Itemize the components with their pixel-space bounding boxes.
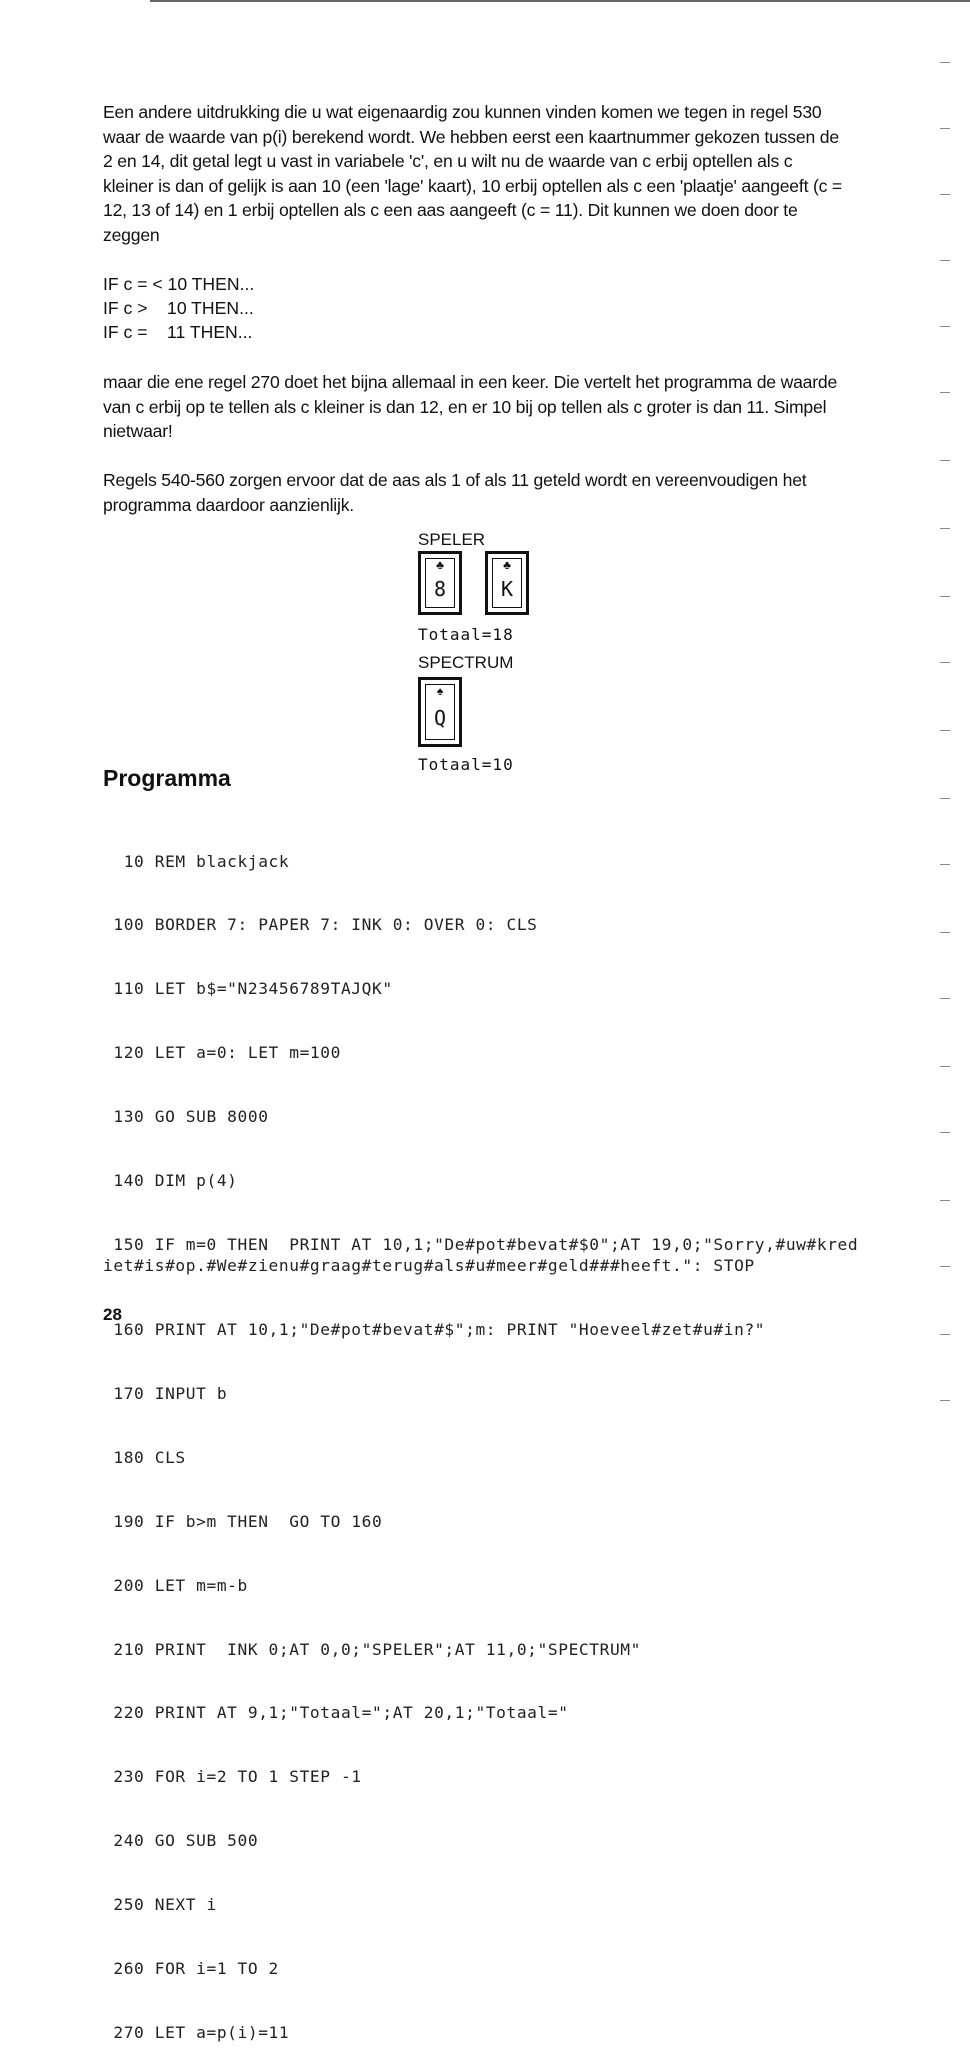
code-line: 190 IF b>m THEN GO TO 160 <box>103 1511 383 1531</box>
scan-mark <box>940 260 950 261</box>
code-line: 120 LET a=0: LET m=100 <box>103 1043 341 1063</box>
if-line-1: IF c = < 10 THEN... <box>103 274 255 294</box>
scan-mark <box>940 1132 950 1133</box>
code-line: 240 GO SUB 500 <box>103 1831 259 1851</box>
scan-mark <box>940 326 950 327</box>
if-line-2: IF c > 10 THEN... <box>103 298 254 318</box>
computer-label: SPECTRUM <box>418 653 514 672</box>
spade-icon: ♠ <box>436 684 444 698</box>
computer-total: Totaal=10 <box>418 755 514 774</box>
scan-mark <box>940 864 950 865</box>
player-card-1 <box>418 551 462 615</box>
card-rank: 8 <box>433 577 447 601</box>
scan-mark <box>940 528 950 529</box>
player-total: Totaal=18 <box>418 625 514 644</box>
code-line: 130 GO SUB 8000 <box>103 1107 269 1127</box>
code-line: 140 DIM p(4) <box>103 1171 238 1191</box>
code-line: 170 INPUT b <box>103 1384 228 1404</box>
scan-mark <box>940 128 950 129</box>
scan-mark <box>940 798 950 799</box>
if-line-3: IF c = 11 THEN... <box>103 322 253 342</box>
page-number: 28 <box>103 1305 122 1324</box>
scan-mark <box>940 1334 950 1335</box>
scan-mark <box>940 596 950 597</box>
code-line: 160 PRINT AT 10,1;"De#pot#bevat#$";m: PRINT "Hoeveel#zet#u#in?" <box>103 1320 766 1340</box>
code-line: 10 REM blackjack <box>103 851 290 871</box>
code-line: 230 FOR i=2 TO 1 STEP -1 <box>103 1767 362 1787</box>
player-card-2 <box>485 551 529 615</box>
scan-mark <box>940 460 950 461</box>
scan-mark <box>940 662 950 663</box>
card-rank: K <box>500 577 514 601</box>
paragraph-2: maar die ene regel 270 doet het bijna allemaal in een keer. Die vertelt het programma de waarde van c erbij op te tellen als c kleiner is dan 12, en er 10 bij op tellen als c groter is dan 11. Simpel nietwaar! <box>103 372 838 442</box>
card-rank: Q <box>433 706 447 730</box>
scan-mark <box>940 62 950 63</box>
code-line: 200 LET m=m-b <box>103 1575 248 1595</box>
scan-mark <box>940 998 950 999</box>
scan-mark <box>940 194 950 195</box>
scan-mark <box>940 1200 950 1201</box>
code-line: 110 LET b$="N23456789TAJQK" <box>103 979 393 999</box>
code-line: 220 PRINT AT 9,1;"Totaal=";AT 20,1;"Totaal=" <box>103 1703 569 1723</box>
player-label: SPELER <box>418 530 486 549</box>
top-rule <box>150 0 970 2</box>
scan-mark <box>940 392 950 393</box>
scan-mark <box>940 730 950 731</box>
paragraph-1: Een andere uitdrukking die u wat eigenaardig zou kunnen vinden komen we tegen in regel 530 waar de waarde van p(i) berekend wordt. We hebben eerst een kaartnummer gekozen tussen de 2 en 14, dit getal legt u vast in variabele 'c', en u wilt nu de waarde van c erbij optellen als c kleiner is dan of gelijk is aan 10 (een 'lage' kaart), 10 erbij optellen als c een 'plaatje' aangeeft (c = 12, 13 of 14) en 1 erbij optellen als c een aas aangeeft (c = 11). Dit kunnen we doen door te zeggen <box>103 102 842 245</box>
section-title: Programma <box>103 765 231 791</box>
code-line: 180 CLS <box>103 1447 186 1467</box>
code-line: 150 IF m=0 THEN PRINT AT 10,1;"De#pot#bevat#$0";AT 19,0;"Sorry,#uw#krediet#is#op.#We#zienu#graag#terug#als#u#meer#geld###heeft.": STOP <box>103 1234 859 1276</box>
club-icon: ♣ <box>436 558 444 572</box>
scan-mark <box>940 1066 950 1067</box>
club-icon: ♣ <box>503 558 511 572</box>
scan-mark <box>940 932 950 933</box>
scan-mark <box>940 1266 950 1267</box>
code-line: 100 BORDER 7: PAPER 7: INK 0: OVER 0: CLS <box>103 915 538 935</box>
code-line: 250 NEXT i <box>103 1895 217 1915</box>
program-listing <box>103 808 863 2065</box>
scan-mark <box>940 1400 950 1401</box>
code-line: 270 LET a=p(i)=11 <box>103 2022 290 2042</box>
code-line: 260 FOR i=1 TO 2 <box>103 1959 279 1979</box>
paragraph-3: Regels 540-560 zorgen ervoor dat de aas als 1 of als 11 geteld wordt en vereenvoudigen het programma daardoor aanzienlijk. <box>103 470 807 515</box>
code-line: 210 PRINT INK 0;AT 0,0;"SPELER";AT 11,0;"SPECTRUM" <box>103 1639 641 1659</box>
computer-card-1 <box>418 677 462 747</box>
